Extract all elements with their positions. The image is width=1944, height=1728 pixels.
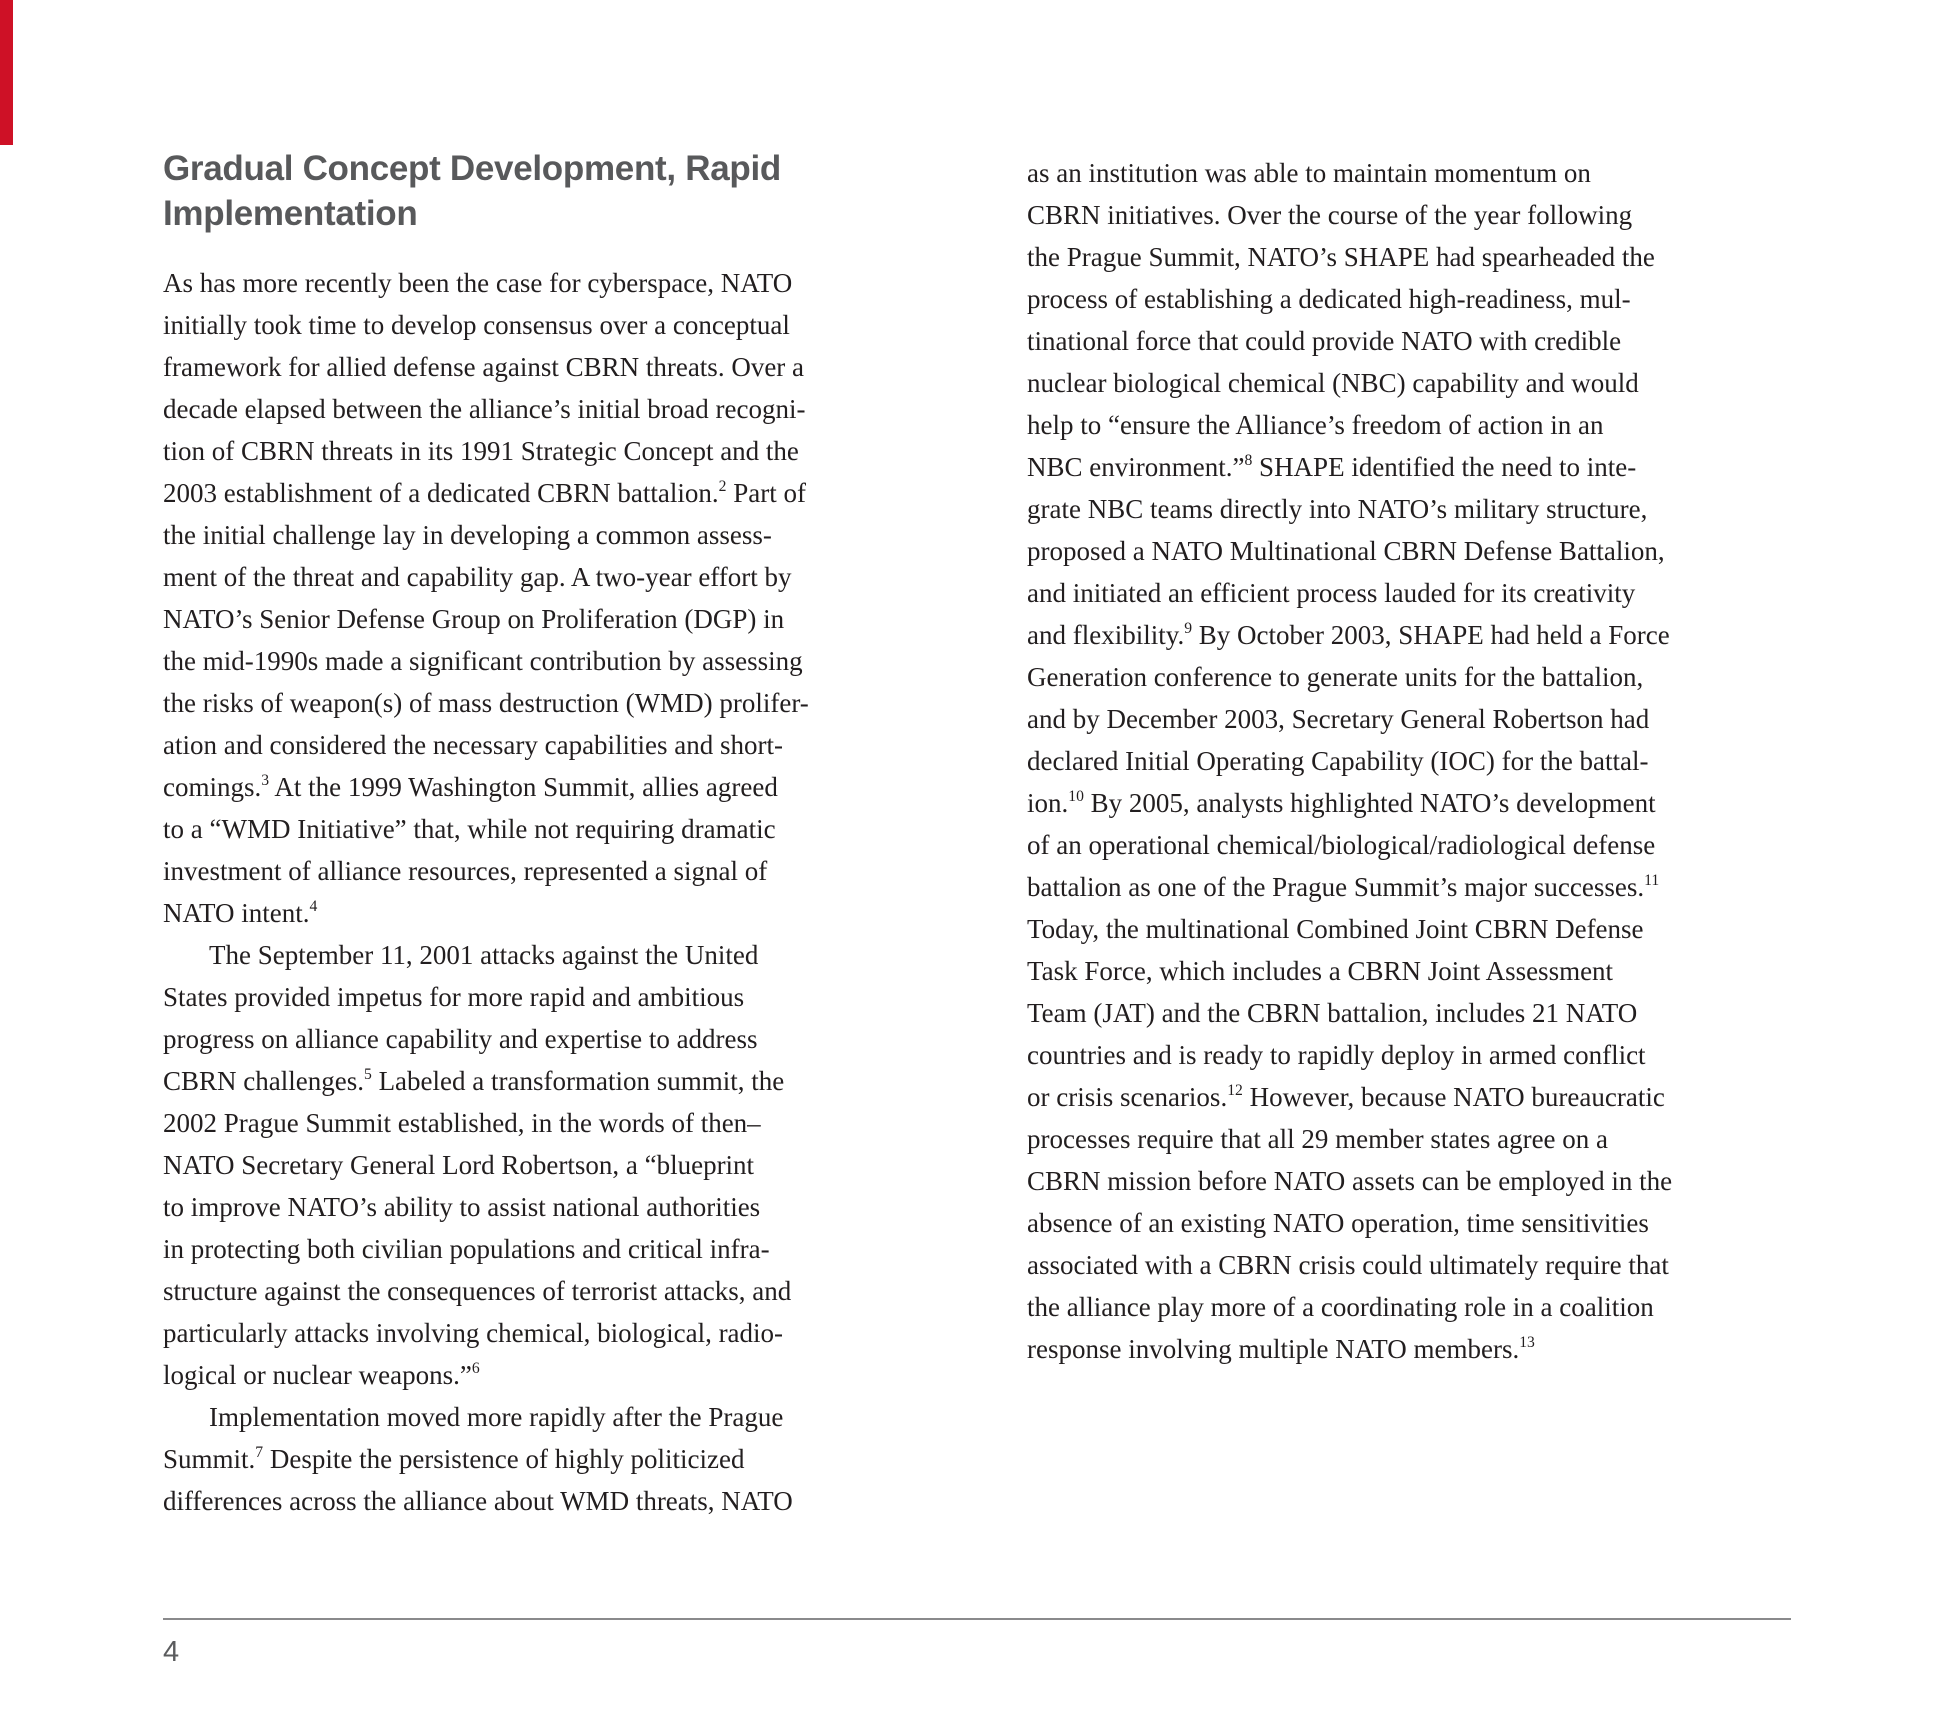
accent-bar [0,0,13,145]
text-line: declared Initial Operating Capability (IOC) for the battal- [1027,746,1649,776]
text-line: the initial challenge lay in developing a common assess- [163,520,772,550]
text-line: grate NBC teams directly into NATO’s military structure, [1027,494,1648,524]
footnote-marker: 12 [1227,1082,1243,1100]
text-line: the Prague Summit, NATO’s SHAPE had spearheaded the [1027,242,1655,272]
text-line: 2003 establishment of a dedicated CBRN battalion.$^2$ Part of [163,478,806,508]
text-line: to improve NATO’s ability to assist national authorities [163,1192,761,1222]
footnote-marker: 6 [471,1360,480,1378]
text-line: proposed a NATO Multinational CBRN Defense Battalion, [1027,536,1665,566]
text-line: Gradual Concept Development, Rapid [163,149,781,188]
text-line: NBC environment.”$^8$ SHAPE identified the need to inte- [1027,452,1637,482]
text-line: comings.$^3$ At the 1999 Washington Summit, allies agreed [163,772,778,802]
footnote-marker: 9 [1184,620,1193,638]
text-line: As has more recently been the case for cyberspace, NATO [163,268,793,298]
text-line: structure against the consequences of terrorist attacks, and [163,1276,792,1306]
text-line: 2002 Prague Summit established, in the words of then– [163,1108,761,1138]
footnote-marker: 2 [718,478,727,496]
text-line: as an institution was able to maintain momentum on [1027,158,1591,188]
text-line: of an operational chemical/biological/radiological defense [1027,830,1656,860]
text-line: the risks of weapon(s) of mass destruction (WMD) prolifer- [163,688,809,718]
footnote-marker: 5 [363,1066,372,1084]
text-line: CBRN mission before NATO assets can be employed in the [1027,1166,1673,1196]
text-line: differences across the alliance about WMD threats, NATO [163,1486,793,1516]
text-line: the alliance play more of a coordinating role in a coalition [1027,1292,1654,1322]
footnote-marker: 11 [1644,872,1660,890]
text-line: Generation conference to generate units for the battalion, [1027,662,1644,692]
footnote-marker: 4 [309,898,318,916]
left-text-column [163,262,933,1522]
text-line: The September 11, 2001 attacks against the United [209,940,759,970]
footnote-marker: 13 [1519,1334,1535,1352]
text-line: or crisis scenarios.$^{12}$ However, because NATO bureaucratic [1027,1082,1665,1112]
text-line: nuclear biological chemical (NBC) capability and would [1027,368,1639,398]
text-line: ment of the threat and capability gap. A two-year effort by [163,562,792,592]
text-line: States provided impetus for more rapid and ambitious [163,982,745,1012]
text-line: tinational force that could provide NATO with credible [1027,326,1622,356]
text-line: NATO Secretary General Lord Robertson, a “blueprint [163,1150,755,1180]
text-line: processes require that all 29 member states agree on a [1027,1124,1609,1154]
footnote-marker: 7 [255,1444,264,1462]
text-line: initially took time to develop consensus over a conceptual [163,310,790,340]
text-line: associated with a CBRN crisis could ultimately require that [1027,1250,1669,1280]
text-line: to a “WMD Initiative” that, while not requiring dramatic [163,814,776,844]
text-line: process of establishing a dedicated high-readiness, mul- [1027,284,1631,314]
text-line: and flexibility.$^9$ By October 2003, SHAPE had held a Force [1027,620,1670,650]
right-text-column [1027,152,1801,1370]
text-line: in protecting both civilian populations and critical infra- [163,1234,770,1264]
footnote-marker: 3 [261,772,270,790]
text-line: NATO intent.$^4$ [163,898,318,928]
text-line: help to “ensure the Alliance’s freedom of action in an [1027,410,1604,440]
footer-divider [163,1618,1791,1620]
text-line: decade elapsed between the alliance’s initial broad recogni- [163,394,806,424]
text-line: NATO’s Senior Defense Group on Proliferation (DGP) in [163,604,785,634]
text-line: CBRN initiatives. Over the course of the year following [1027,200,1633,230]
text-line: Summit.$^7$ Despite the persistence of highly politicized [163,1444,745,1474]
text-line: particularly attacks involving chemical, biological, radio- [163,1318,784,1348]
text-line: investment of alliance resources, represented a signal of [163,856,768,886]
text-line: CBRN challenges.$^5$ Labeled a transformation summit, the [163,1066,785,1096]
text-line: Today, the multinational Combined Joint CBRN Defense [1027,914,1644,944]
footnote-marker: 8 [1244,452,1253,470]
text-line: Task Force, which includes a CBRN Joint Assessment [1027,956,1614,986]
text-line: framework for allied defense against CBRN threats. Over a [163,352,805,382]
text-line: logical or nuclear weapons.”$^6$ [163,1360,480,1390]
page-number: 4 [163,1636,180,1668]
text-line: ion.$^{10}$ By 2005, analysts highlighted NATO’s development [1027,788,1656,818]
text-line: countries and is ready to rapidly deploy in armed conflict [1027,1040,1646,1070]
text-line: the mid-1990s made a significant contribution by assessing [163,646,803,676]
footnote-marker: 10 [1068,788,1084,806]
text-line: Implementation moved more rapidly after the Prague [209,1402,784,1432]
text-line: Implementation [163,194,418,233]
text-line: progress on alliance capability and expertise to address [163,1024,758,1054]
text-line: battalion as one of the Prague Summit’s major successes.$^{11}$ [1027,872,1660,902]
text-line: tion of CBRN threats in its 1991 Strategic Concept and the [163,436,799,466]
text-line: and by December 2003, Secretary General Robertson had [1027,704,1650,734]
text-line: ation and considered the necessary capabilities and short- [163,730,784,760]
text-line: Team (JAT) and the CBRN battalion, includes 21 NATO [1027,998,1638,1028]
text-line: response involving multiple NATO members.$^{13}$ [1027,1334,1535,1364]
text-line: and initiated an efficient process lauded for its creativity [1027,578,1636,608]
section-heading [163,146,781,236]
text-line: absence of an existing NATO operation, time sensitivities [1027,1208,1649,1238]
